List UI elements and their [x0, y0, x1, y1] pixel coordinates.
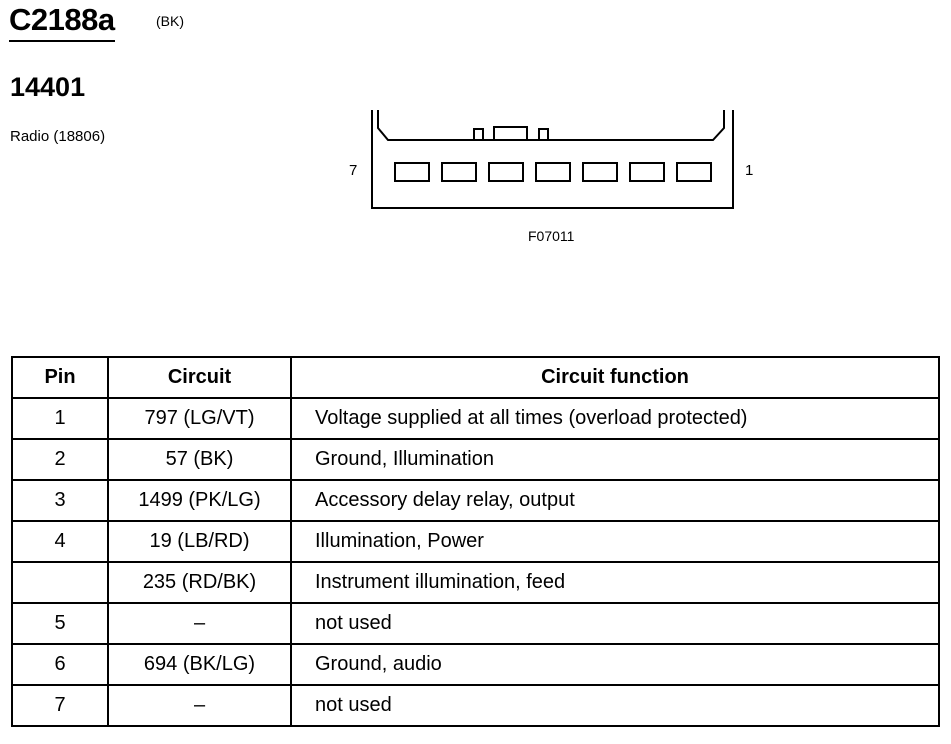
pin-cavity	[442, 163, 476, 181]
function-cell: Ground, audio	[291, 644, 939, 685]
table-row	[12, 603, 939, 644]
pin-cavity	[536, 163, 570, 181]
locking-tab	[474, 129, 483, 140]
function-cell: not used	[291, 603, 939, 644]
circuit-cell: 235 (RD/BK)	[108, 562, 291, 603]
part-number: 14401	[10, 72, 86, 102]
pin-number-label-left: 7	[349, 162, 358, 179]
circuit-cell: –	[108, 603, 291, 644]
column-header-circuit: Circuit	[108, 357, 291, 398]
table-row	[12, 685, 939, 726]
circuit-cell: 694 (BK/LG)	[108, 644, 291, 685]
column-header-pin: Pin	[12, 357, 108, 398]
pin-cell: 7	[12, 685, 108, 726]
circuit-cell: 797 (LG/VT)	[108, 398, 291, 439]
function-cell: Illumination, Power	[291, 521, 939, 562]
pin-cavity	[489, 163, 523, 181]
pin-cavity	[677, 163, 711, 181]
figure-id: F07011	[528, 228, 575, 244]
table-row	[12, 398, 939, 439]
table-header-row	[12, 357, 939, 398]
connector-face-diagram	[368, 108, 738, 212]
function-cell: Ground, Illumination	[291, 439, 939, 480]
pinout-table	[11, 356, 940, 727]
function-cell: not used	[291, 685, 939, 726]
pin-cavity	[395, 163, 429, 181]
connector-housing	[372, 110, 733, 208]
function-cell: Accessory delay relay, output	[291, 480, 939, 521]
column-header-function: Circuit function	[291, 357, 939, 398]
pin-cell: 3	[12, 480, 108, 521]
pin-cavity	[630, 163, 664, 181]
function-cell: Voltage supplied at all times (overload protected)	[291, 398, 939, 439]
function-cell: Instrument illumination, feed	[291, 562, 939, 603]
pin-cavity	[583, 163, 617, 181]
pin-cell: 2	[12, 439, 108, 480]
pin-cell: 6	[12, 644, 108, 685]
circuit-cell: 1499 (PK/LG)	[108, 480, 291, 521]
circuit-cell: –	[108, 685, 291, 726]
component-name: Radio (18806)	[10, 128, 106, 145]
locking-tab	[494, 127, 527, 140]
connector-color-code: (BK)	[156, 13, 184, 29]
locking-tab	[539, 129, 548, 140]
circuit-cell: 57 (BK)	[108, 439, 291, 480]
connector-shroud	[378, 110, 724, 140]
table-row	[12, 521, 939, 562]
pin-cell: 4	[12, 521, 108, 562]
table-row	[12, 562, 939, 603]
circuit-cell: 19 (LB/RD)	[108, 521, 291, 562]
pin-cell: 1	[12, 398, 108, 439]
table-row	[12, 644, 939, 685]
pin-cell	[12, 562, 108, 603]
table-row	[12, 480, 939, 521]
pin-cell: 5	[12, 603, 108, 644]
connector-id: C2188a	[9, 2, 115, 42]
pin-number-label-right: 1	[745, 162, 754, 179]
table-row	[12, 439, 939, 480]
